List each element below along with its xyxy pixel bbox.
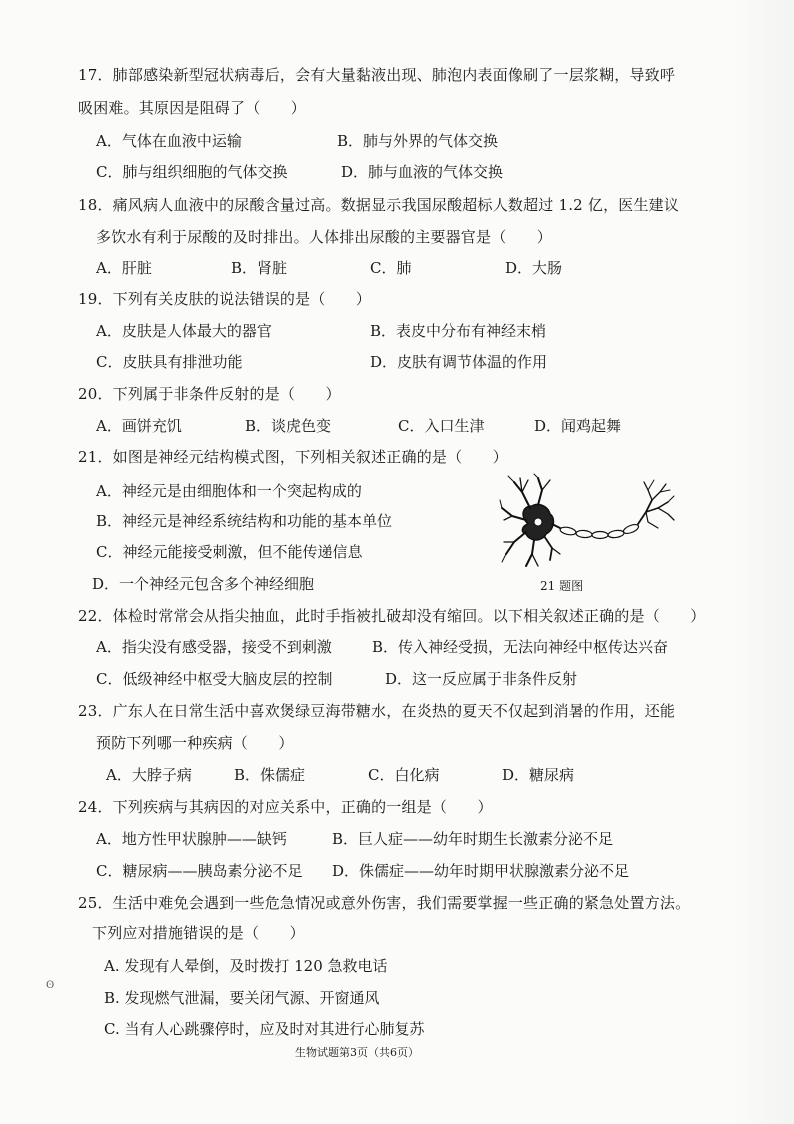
page-footer: 生物试题第3页（共6页） xyxy=(295,1046,419,1059)
q20-option-d: D．闻鸡起舞 xyxy=(534,417,622,435)
q21-stem: 21．如图是神经元结构模式图，下列相关叙述正确的是（ ） xyxy=(78,448,508,466)
figure-caption: 21 题图 xyxy=(540,579,584,593)
q21-option-b: B．神经元是神经系统结构和功能的基本单位 xyxy=(96,512,393,530)
q19-option-a: A．皮肤是人体最大的器官 xyxy=(96,322,272,340)
q22-option-b: B．传入神经受损，无法向神经中枢传达兴奋 xyxy=(372,638,669,656)
q17-option-d: D．肺与血液的气体交换 xyxy=(341,163,504,181)
q23-stem-line2: 预防下列哪一种疾病（ ） xyxy=(96,734,294,752)
q18-option-a: A．肝脏 xyxy=(96,259,152,277)
q25-option-a: A. 发现有人晕倒，及时拨打 120 急救电话 xyxy=(104,957,388,975)
q17-stem-line1: 17．肺部感染新型冠状病毒后，会有大量黏液出现、肺泡内表面像刷了一层浆糊，导致呼 xyxy=(78,66,676,84)
q18-stem-line1: 18．痛风病人血液中的尿酸含量过高。数据显示我国尿酸超标人数超过 1.2 亿，医生建议 xyxy=(78,196,680,214)
q24-option-d: D．侏儒症——幼年时期甲状腺激素分泌不足 xyxy=(332,862,630,880)
q23-stem-line1: 23．广东人在日常生活中喜欢煲绿豆海带糖水，在炎热的夏天不仅起到消暑的作用，还能 xyxy=(78,702,676,720)
q23-option-b: B．侏儒症 xyxy=(234,766,306,784)
q22-option-c: C．低级神经中枢受大脑皮层的控制 xyxy=(96,670,333,688)
q25-stem-line2: 下列应对措施错误的是（ ） xyxy=(92,924,305,942)
q17-stem-line2: 吸困难。其原因是阻碍了（ ） xyxy=(78,99,307,117)
q17-option-c: C．肺与组织细胞的气体交换 xyxy=(96,163,288,181)
q23-option-c: C．白化病 xyxy=(368,766,440,784)
q22-option-a: A．指尖没有感受器，接受不到刺激 xyxy=(96,638,332,656)
q25-stem-line1: 25．生活中难免会遇到一些危急情况或意外伤害，我们需要掌握一些正确的紧急处置方法。 xyxy=(78,894,691,912)
q19-stem: 19．下列有关皮肤的说法错误的是（ ） xyxy=(78,290,372,308)
q25-option-b: B. 发现燃气泄漏，要关闭气源、开窗通风 xyxy=(104,989,380,1007)
q22-stem: 22．体检时常常会从指尖抽血，此时手指被扎破却没有缩回。以下相关叙述正确的是（ ） xyxy=(78,607,706,625)
q23-option-a: A．大脖子病 xyxy=(106,766,192,784)
q21-option-d: D．一个神经元包含多个神经细胞 xyxy=(92,575,315,593)
q24-option-c: C．糖尿病——胰岛素分泌不足 xyxy=(96,862,303,880)
q24-option-b: B．巨人症——幼年时期生长激素分泌不足 xyxy=(332,830,614,848)
q18-option-d: D．大肠 xyxy=(505,259,563,277)
q21-option-c: C．神经元能接受刺激，但不能传递信息 xyxy=(96,543,363,561)
q21-option-a: A．神经元是由细胞体和一个突起构成的 xyxy=(96,482,362,500)
q17-option-a: A．气体在血液中运输 xyxy=(96,132,242,150)
q20-option-b: B．谈虎色变 xyxy=(245,417,332,435)
neuron-diagram xyxy=(498,472,678,582)
q18-option-c: C．肺 xyxy=(370,259,412,277)
q22-option-d: D．这一反应属于非条件反射 xyxy=(385,670,578,688)
q24-option-a: A．地方性甲状腺肿——缺钙 xyxy=(96,830,287,848)
scan-edge-shadow xyxy=(734,0,794,1124)
q20-stem: 20．下列属于非条件反射的是（ ） xyxy=(78,385,341,403)
q25-option-c: C. 当有人心跳骤停时，应及时对其进行心肺复苏 xyxy=(104,1020,425,1038)
q19-option-b: B．表皮中分布有神经末梢 xyxy=(370,322,547,340)
q20-option-c: C．入口生津 xyxy=(398,417,485,435)
q24-stem: 24．下列疾病与其病因的对应关系中，正确的一组是（ ） xyxy=(78,798,493,816)
q19-option-d: D．皮肤有调节体温的作用 xyxy=(370,353,548,371)
q23-option-d: D．糖尿病 xyxy=(502,766,575,784)
q17-option-b: B．肺与外界的气体交换 xyxy=(337,132,499,150)
q20-option-a: A．画饼充饥 xyxy=(96,417,182,435)
q18-option-b: B．肾脏 xyxy=(231,259,288,277)
q18-stem-line2: 多饮水有利于尿酸的及时排出。人体排出尿酸的主要器官是（ ） xyxy=(96,228,553,246)
margin-mark: ʘ xyxy=(46,980,55,991)
q19-option-c: C．皮肤具有排泄功能 xyxy=(96,353,243,371)
